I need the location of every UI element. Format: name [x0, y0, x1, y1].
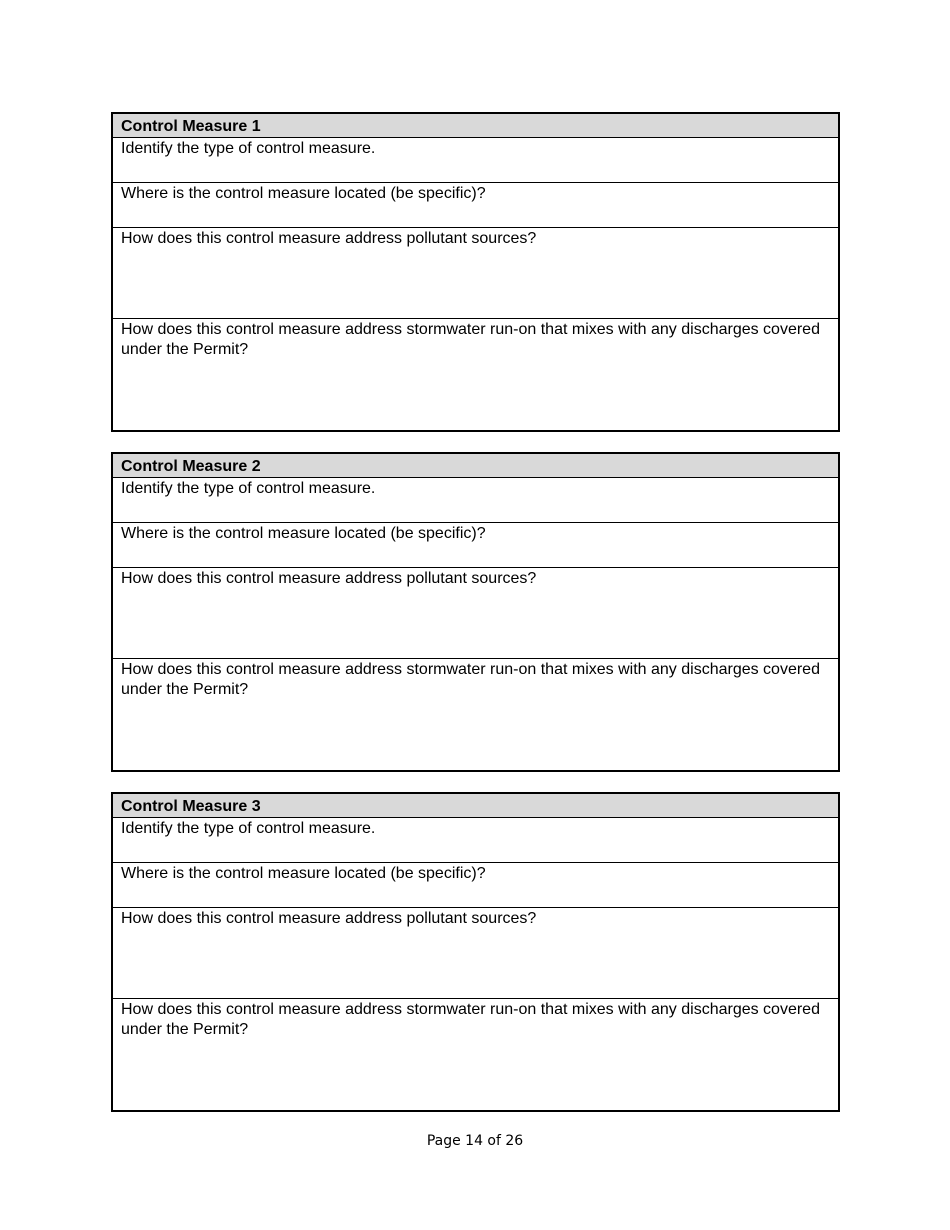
pollutant-sources-field[interactable]: How does this control measure address pollutant sources? [113, 568, 838, 659]
control-measure-type-field[interactable]: Identify the type of control measure. [113, 818, 838, 863]
page-number: Page 14 of 26 [426, 1133, 524, 1149]
control-measure-table-1 [111, 112, 840, 432]
control-measure-title: Control Measure 2 [113, 454, 838, 478]
stormwater-run-on-field[interactable]: How does this control measure address stormwater run-on that mixes with any discharges covered under the Permit? [121, 1001, 820, 1038]
control-measure-location-field[interactable]: Where is the control measure located (be specific)? [113, 863, 838, 908]
stormwater-run-on-field[interactable]: How does this control measure address stormwater run-on that mixes with any discharges covered under the Permit? [121, 661, 820, 698]
control-measure-type-field[interactable]: Identify the type of control measure. [113, 478, 838, 523]
control-measure-table-2 [111, 452, 840, 772]
pollutant-sources-field[interactable]: How does this control measure address pollutant sources? [113, 908, 838, 999]
control-measure-table-3 [111, 792, 840, 1112]
control-measure-location-field[interactable]: Where is the control measure located (be specific)? [113, 523, 838, 568]
stormwater-run-on-field[interactable]: How does this control measure address stormwater run-on that mixes with any discharges covered under the Permit? [121, 321, 820, 358]
control-measure-title: Control Measure 1 [113, 114, 838, 138]
control-measure-location-field[interactable]: Where is the control measure located (be specific)? [113, 183, 838, 228]
control-measure-type-field[interactable]: Identify the type of control measure. [113, 138, 838, 183]
control-measure-title: Control Measure 3 [113, 794, 838, 818]
pollutant-sources-field[interactable]: How does this control measure address pollutant sources? [113, 228, 838, 319]
